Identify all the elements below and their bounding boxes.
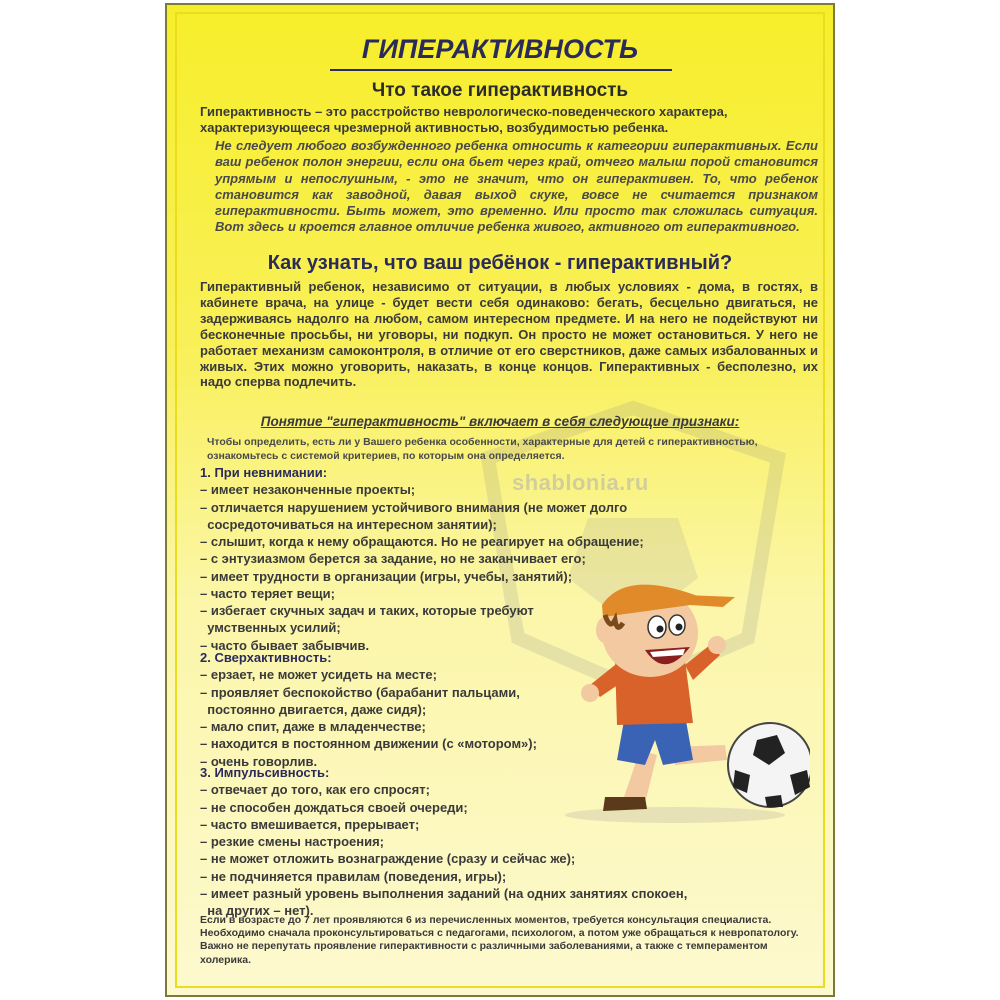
list-item: – избегает скучных задач и таких, которые требуют: [200, 603, 534, 619]
list-item: – отвечает до того, как его спросят;: [200, 782, 430, 798]
definition-paragraph: Гиперактивность – это расстройство неврологическо-поведенческого характера, характеризующееся чрезмерной активностью, возбудимостью ребенка.: [200, 104, 728, 135]
concept-heading: Понятие "гиперактивность" включает в себя следующие признаки:: [260, 414, 740, 429]
section-heading: 2. Сверхактивность:: [200, 650, 332, 665]
section-inattention: [200, 464, 640, 533]
list-item: умственных усилий;: [200, 620, 341, 636]
list-item: – отличается нарушением устойчивого внимания (не может долго: [200, 499, 628, 515]
list-item: – не может отложить вознаграждение (сразу и сейчас же);: [200, 851, 576, 867]
list-item: – не подчиняется правилам (поведения, игры);: [200, 868, 507, 884]
list-item: – часто вмешивается, прерывает;: [200, 816, 420, 832]
list-item: – имеет трудности в организации (игры, учебы, занятий);: [200, 568, 573, 584]
list-item: – проявляет беспокойство (барабанит пальцами,: [200, 684, 520, 700]
title-underline: [330, 69, 672, 71]
list-item: – ерзает, не может усидеть на месте;: [200, 667, 437, 683]
page-title: ГИПЕРАКТИВНОСТЬ: [361, 34, 639, 64]
footer-note: Если в возрасте до 7 лет проявляются 6 из перечисленных моментов, требуется консультация специалиста. Необходимо сначала проконсультироваться с педагогами, психологом, а потом уже обращаться к невропатологу. Важно не перепутать проявление гиперактивности с различными заболеваниями, а также с темпераментом холерика.: [200, 914, 799, 966]
list-item: – слышит, когда к нему обращаются. Но не реагирует на обращение;: [200, 534, 644, 549]
note-paragraph: Не следует любого возбужденного ребенка относить к категории гиперактивных. Если ваш ребенок полон энергии, если она бьет через край, отчего малыш порой становится упрямым и непослушным, - это не значит, что он гиперактивен. То, что ребенок становится как заводной, давая выход скуке, вовсе не считается признаком гиперактивности. Быть может, это временно. Или просто так сложилась ситуация. Вот здесь и кроется главное отличие ребенка живого, активного от гиперактивного.: [215, 138, 818, 235]
section-heading: 1. При невнимании:: [200, 465, 328, 480]
list-item: – часто теряет вещи;: [200, 585, 335, 601]
list-item: – имеет разный уровень выполнения заданий (на одних занятиях спокоен,: [200, 886, 688, 902]
list-item: постоянно двигается, даже сидя);: [200, 701, 427, 717]
list-item: – находится в постоянном движении (с «мотором»);: [200, 736, 537, 752]
how-paragraph: Гиперактивный ребенок, независимо от ситуации, в любых условиях - дома, в гостях, в кабинете врача, на улице - будет вести себя одинаково: бегать, бесцельно двигаться, не задерживаясь надолго на любом, самом интересном предмете. И на него не подействуют ни бесконечные просьбы, ни уговоры, ни подкуп. Он просто не может остановиться. У него не работает механизм самоконтроля, в отличие от его сверстников, даже самых избалованных и живых. Этих можно уговорить, наказать, в конце концов. Гиперактивных - бесполезно, их надо сперва подлечить.: [200, 279, 818, 390]
what-is-heading: Что такое гиперактивность: [371, 80, 629, 101]
boy-with-ball-illustration: [545, 575, 810, 825]
list-item: на других – нет).: [200, 903, 314, 919]
list-item: сосредоточиваться на интересном занятии);: [200, 516, 497, 532]
list-item: – с энтузиазмом берется за задание, но не заканчивает его;: [200, 551, 586, 567]
list-item: – не способен дождаться своей очереди;: [200, 799, 468, 815]
section-heading: 3. Импульсивность:: [200, 765, 330, 780]
how-heading: Как узнать, что ваш ребёнок - гиперактивный?: [267, 252, 733, 274]
concept-intro: Чтобы определить, есть ли у Вашего ребенка особенности, характерные для детей с гиперактивностью, ознакомьтесь с системой критериев, по которым она определяется.: [207, 436, 758, 462]
list-item: – часто бывает забывчив.: [200, 637, 370, 653]
list-item: – имеет незаконченные проекты;: [200, 482, 416, 498]
list-item: – резкие смены настроения;: [200, 834, 385, 850]
list-item: – мало спит, даже в младенчестве;: [200, 719, 426, 735]
list-item: – очень говорлив.: [200, 753, 318, 769]
watermark-text: shablonia.ru: [512, 470, 649, 495]
